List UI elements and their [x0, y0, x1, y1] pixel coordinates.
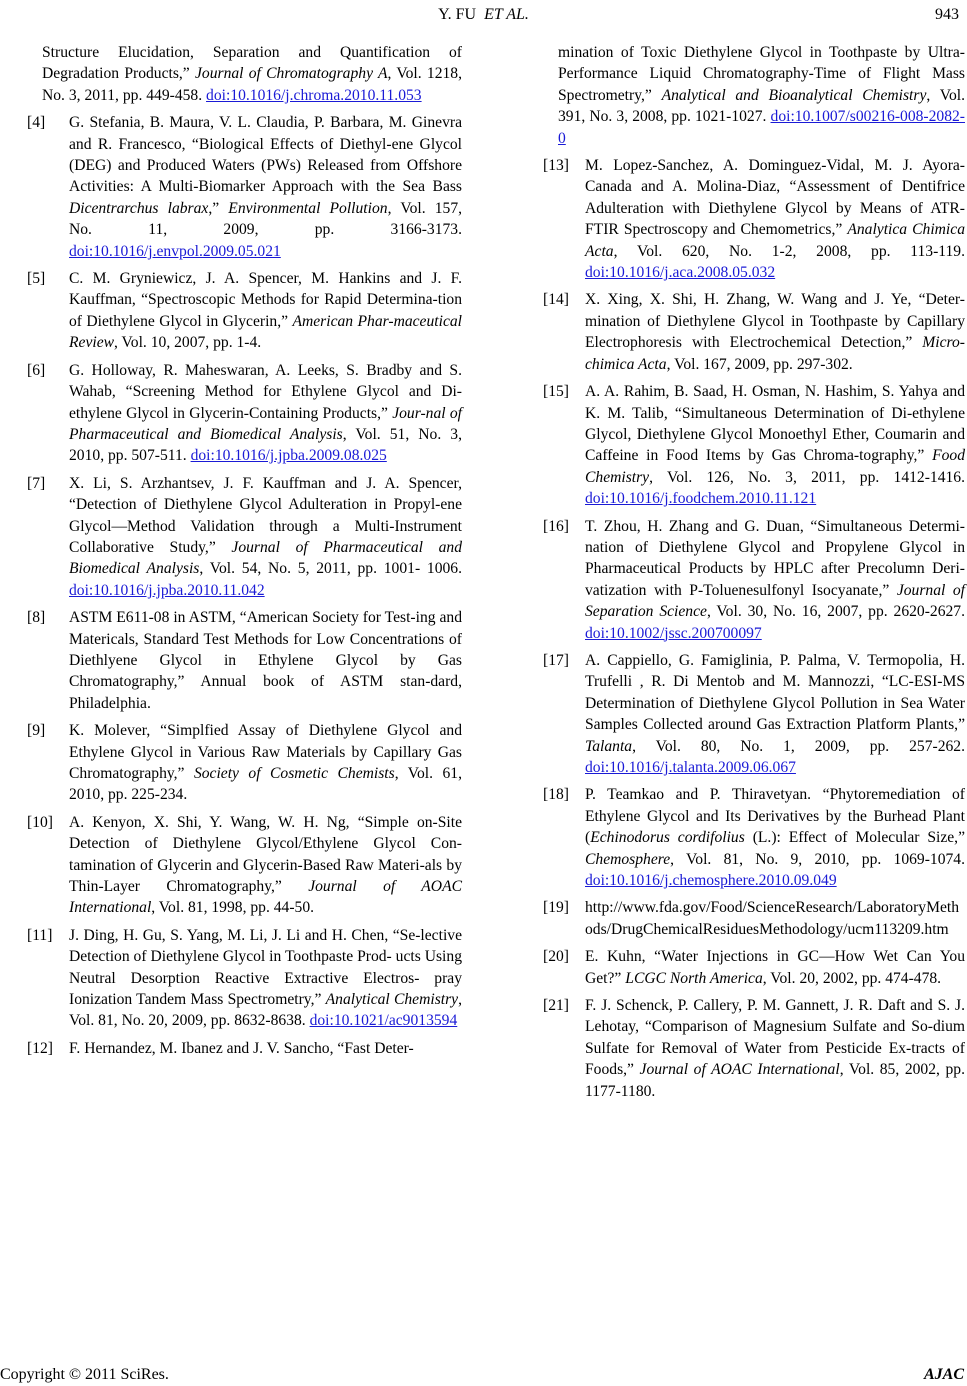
- reference-number: [20]: [543, 948, 569, 966]
- reference-number: [27, 42, 42, 106]
- reference-number: [15]: [543, 383, 569, 401]
- reference-segment: , Vol. 126, No. 3, 2011, pp. 1412-1416.: [649, 468, 965, 486]
- doi-link[interactable]: doi:10.1016/j.jpba.2009.08.025: [190, 447, 387, 465]
- reference-item: [27, 607, 462, 714]
- reference-segment: , Vol. 20, 2002, pp. 474-478.: [762, 969, 942, 987]
- italic-title: Journal of Pharmaceutical and Biomedical Analysis: [69, 538, 463, 578]
- reference-segment: G. Stefania, B. Maura, V. L. Claudia, P. Barbara, M. Ginevra and R. Francesco, “Biological Effects of Diethyl-ene Glycol (DEG) and Produced Waters (PWs) Released from Offshore Activities: A Multi-Biomarker Approach with the Sea Bass: [69, 114, 462, 196]
- reference-segment: , Vol. 81, 1998, pp. 44-50.: [151, 899, 315, 917]
- reference-text: [69, 268, 462, 354]
- reference-segment: , Vol. 620, No. 1-2, 2008, pp. 113-119.: [613, 242, 965, 260]
- references-right-column: [543, 42, 965, 1108]
- reference-number: [7]: [27, 474, 46, 492]
- footer-journal: AJAC: [923, 1366, 964, 1383]
- footer-copyright: Copyright © 2011 SciRes.: [0, 1366, 169, 1383]
- reference-item: [27, 720, 462, 806]
- reference-segment: G. Holloway, R. Maheswaran, A. Leeks, S. Bradby and S. Wahab, “Screening Method for Ethylene Glycol and Di-ethylene Glycol in Glycerin-Containing Products,”: [69, 361, 462, 422]
- reference-segment: , Vol. 61, 2010, pp. 225-234.: [69, 765, 462, 804]
- reference-text: [558, 42, 965, 149]
- reference-text: [585, 381, 965, 509]
- reference-number: [13]: [543, 157, 569, 175]
- doi-link[interactable]: doi:10.1016/j.chroma.2010.11.053: [206, 86, 422, 104]
- reference-number: [4]: [27, 114, 46, 132]
- header-etal: ET AL.: [484, 6, 529, 23]
- reference-text: [585, 516, 965, 644]
- italic-title: Journal of Separation Science: [585, 581, 965, 621]
- reference-segment: J. Ding, H. Gu, S. Yang, M. Li, J. Li and H. Chen, “Se-lective Detection of Diethylene Glycol in Toothpaste Prod- ucts Using Neutral Desorption Reactive Extractive Electros- pray Ionization Tandem Mass Spectrometry,”: [69, 926, 462, 1009]
- reference-item: [27, 268, 462, 354]
- reference-segment: T. Zhou, H. Zhang and G. Duan, “Simultaneous Determi-nation of Diethylene Glycol and Propylene Glycol in Pharmaceutical Products by HPLC after Precolumn Deri-vatization with P-Toluenesulfonyl Isocyanate,”: [585, 517, 965, 599]
- reference-segment: (L.): Effect of Molecular Size,”: [744, 829, 966, 847]
- reference-item: [27, 473, 462, 601]
- reference-segment: X. Xing, X. Shi, H. Zhang, W. Wang and J. Ye, “Deter-mination of Diethylene Glycol in Toothpaste by Capillary Electrophoresis with Electrochemical Detection,”: [585, 291, 965, 352]
- italic-title: Echinodorus cordifolius: [590, 829, 745, 847]
- doi-link[interactable]: doi:10.1016/j.foodchem.2010.11.121: [585, 490, 817, 508]
- reference-segment: A. A. Rahim, B. Saad, H. Osman, N. Hashim, S. Yahya and K. M. Talib, “Simultaneous Determination of Di-ethylene Glycol, Diethylene Glycol Monoethyl Ether, Coumarin and Caffeine in Food Items by Gas Chroma-tography,”: [585, 383, 965, 465]
- italic-title: Talanta: [585, 737, 633, 755]
- reference-item: [27, 1038, 462, 1059]
- reference-number: [5]: [27, 270, 46, 288]
- reference-text: [69, 1038, 462, 1059]
- reference-text: [69, 473, 462, 601]
- reference-text: [585, 650, 965, 778]
- reference-text: [69, 925, 462, 1032]
- reference-continuation: [543, 42, 965, 149]
- reference-item: [27, 925, 462, 1032]
- reference-item: [543, 155, 965, 283]
- doi-link[interactable]: doi:10.1021/ac9013594: [309, 1012, 458, 1030]
- reference-segment: , Vol. 85, 2002, pp. 1177-1180.: [585, 1061, 966, 1100]
- italic-title: Jour-nal of Pharmaceutical and Biomedical Analysis: [69, 404, 462, 443]
- reference-text: [585, 289, 965, 375]
- reference-item: [543, 289, 965, 375]
- reference-number: [18]: [543, 786, 569, 804]
- reference-text: [585, 995, 965, 1102]
- italic-title: Dicentrarchus labrax: [69, 199, 209, 217]
- doi-link[interactable]: doi:10.1016/j.aca.2008.05.032: [585, 264, 776, 282]
- reference-item: [27, 360, 462, 467]
- doi-link[interactable]: doi:10.1016/j.envpol.2009.05.021: [69, 242, 281, 260]
- reference-segment: K. Molever, “Simplfied Assay of Diethylene Glycol and Ethylene Glycol in Various Raw Materials by Capillary Gas Chromatography,”: [69, 722, 462, 782]
- reference-text: [585, 784, 965, 891]
- reference-item: [543, 516, 965, 644]
- reference-segment: ,”: [208, 199, 229, 217]
- reference-number: [16]: [543, 517, 569, 535]
- reference-number: [11]: [27, 926, 53, 944]
- reference-item: [543, 784, 965, 891]
- reference-text: [42, 42, 462, 106]
- reference-number: [6]: [27, 361, 46, 379]
- reference-segment: X. Li, S. Arzhantsev, J. F. Kauffman and J. A. Spencer, “Detection of Diethylene Glycol Adulteration in Propyl-ene Glycol—Method Validation through a Multi-Instrument Collaborative Study,”: [69, 474, 462, 556]
- reference-segment: P. Teamkao and P. Thiravetyan. “Phytoremediation of Ethylene Glycol and Its Derivatives by the Burhead Plant (: [585, 786, 965, 847]
- reference-segment: , Vol. 10, 2007, pp. 1-4.: [114, 334, 262, 352]
- references-left-column: [27, 42, 462, 1065]
- reference-segment: , Vol. 81, No. 9, 2010, pp. 1069-1074.: [670, 850, 965, 868]
- reference-segment: , Vol. 81, No. 20, 2009, pp. 8632-8638.: [69, 991, 462, 1030]
- reference-segment: M. Lopez-Sanchez, A. Dominguez-Vidal, M. J. Ayora-Canada and A. Molina-Diaz, “Assessment of Dentifrice Adulteration with Diethylene Glycol by Means of ATR-FTIR Spectroscopy and Chemometrics,”: [585, 157, 965, 239]
- italic-title: Analytica Chimica Acta: [585, 221, 965, 260]
- reference-segment: Structure Elucidation, Separation and Quantification of Degradation Products,”: [42, 44, 462, 83]
- reference-text: [69, 112, 462, 262]
- reference-segment: , Vol. 391, No. 3, 2008, pp. 1021-1027.: [558, 86, 966, 126]
- reference-number: [543, 42, 558, 149]
- reference-number: [8]: [27, 609, 46, 627]
- italic-title: Environmental Pollution: [228, 199, 388, 217]
- reference-text: [69, 812, 462, 919]
- reference-text: [585, 946, 965, 989]
- reference-text: [69, 607, 462, 714]
- reference-number: [21]: [543, 997, 569, 1015]
- reference-segment: C. M. Gryniewicz, J. A. Spencer, M. Hankins and J. F. Kauffman, “Spectroscopic Methods for Rapid Determina-tion of Diethylene Glycol in Glycerin,”: [69, 270, 462, 330]
- italic-title: Chemosphere: [585, 850, 671, 868]
- reference-item: [27, 812, 462, 919]
- reference-segment: , Vol. 157, No. 11, 2009, pp. 3166-3173.: [69, 199, 463, 239]
- reference-number: [9]: [27, 722, 46, 740]
- reference-text: [585, 155, 965, 283]
- reference-number: [17]: [543, 651, 569, 669]
- italic-title: Journal of AOAC International: [69, 878, 462, 917]
- italic-title: Journal of Chromatography A: [194, 65, 388, 83]
- reference-segment: A. Cappiello, G. Famiglinia, P. Palma, V. Termopolia, H. Trufelli , R. Di Mentob and M. Mannozzi, “LC-ESI-MS Determination of Diethylene Glycol Pollution in Sea Water Samples Collected around Gas Extraction Platform Plants,”: [585, 651, 965, 734]
- reference-item: [543, 995, 965, 1102]
- doi-link[interactable]: doi:10.1016/j.talanta.2009.06.067: [585, 759, 796, 776]
- reference-text: [69, 360, 462, 467]
- italic-title: American Phar-maceutical Review: [69, 312, 462, 352]
- doi-link[interactable]: doi:10.1002/jssc.200700097: [585, 624, 762, 642]
- reference-text: [585, 897, 965, 940]
- reference-text: [69, 720, 462, 806]
- reference-number: [14]: [543, 291, 569, 309]
- reference-item: [543, 381, 965, 509]
- italic-title: Society of Cosmetic Chemists: [193, 765, 395, 782]
- reference-segment: , Vol. 54, No. 5, 2011, pp. 1001- 1006.: [199, 560, 462, 578]
- reference-continuation: [27, 42, 462, 106]
- reference-segment: mination of Toxic Diethylene Glycol in Toothpaste by Ultra-Performance Liquid Chromatography-Time of Flight Mass Spectrometry,”: [558, 44, 965, 104]
- reference-number: [12]: [27, 1039, 53, 1057]
- doi-link[interactable]: doi:10.1016/j.jpba.2010.11.042: [69, 581, 265, 599]
- reference-segment: A. Kenyon, X. Shi, Y. Wang, W. H. Ng, “Simple on-Site Detection of Diethylene Glycol/Ethylene Glycol Con-tamination of Glycerin and Glycerin-Based Raw Materi-als by Thin-Layer Chromatography,”: [69, 813, 462, 896]
- reference-segment: http://www.fda.gov/Food/ScienceResearch/LaboratoryMethods/DrugChemicalResiduesMethodology/ucm113209.htm: [585, 899, 960, 938]
- doi-link[interactable]: doi:10.1016/j.chemosphere.2010.09.049: [585, 872, 837, 890]
- italic-title: Micro-chimica Acta: [585, 334, 965, 373]
- doi-link[interactable]: doi:10.1007/s00216-008-2082-0: [558, 108, 965, 147]
- header-author: Y. FU: [438, 6, 477, 23]
- reference-segment: , Vol. 51, No. 3, 2010, pp. 507-511.: [69, 425, 462, 465]
- reference-item: [543, 897, 965, 940]
- reference-segment: , Vol. 167, 2009, pp. 297-302.: [666, 355, 853, 373]
- italic-title: Food Chemistry: [585, 447, 965, 486]
- reference-segment: E. Kuhn, “Water Injections in GC―How Wet Can You Get?”: [585, 948, 965, 987]
- page-number: 943: [935, 6, 959, 23]
- italic-title: LCGC North America: [625, 969, 763, 987]
- reference-item: [543, 650, 965, 778]
- reference-segment: , Vol. 1218, No. 3, 2011, pp. 449-458.: [42, 65, 462, 104]
- italic-title: Analytical and Bioanalytical Chemistry: [661, 86, 927, 104]
- reference-number: [19]: [543, 899, 569, 917]
- reference-item: [27, 112, 462, 262]
- reference-segment: F. J. Schenck, P. Callery, P. M. Gannett, J. R. Daft and S. J. Lehotay, “Comparison of Magnesium Sulfate and So-dium Sulfate for Removal of Water from Pesticide Ex-tracts of Foods,”: [585, 997, 965, 1079]
- running-header: [0, 6, 967, 24]
- italic-title: Journal of AOAC International: [639, 1061, 840, 1079]
- reference-item: [543, 946, 965, 989]
- reference-number: [10]: [27, 813, 53, 831]
- reference-segment: , Vol. 30, No. 16, 2007, pp. 2620-2627.: [706, 603, 965, 621]
- reference-segment: F. Hernandez, M. Ibanez and J. V. Sancho, “Fast Deter-: [69, 1039, 414, 1057]
- italic-title: Analytical Chemistry: [325, 991, 459, 1009]
- reference-segment: ASTM E611-08 in ASTM, “American Society for Test-ing and Matericals, Standard Test Methods for Low Concentrations of Diethlyene Glycol in Ethylene Glycol by Gas Chromatography,” Annual book of ASTM stan-dard, Philadelphia.: [69, 609, 462, 712]
- reference-segment: , Vol. 80, No. 1, 2009, pp. 257-262.: [632, 737, 965, 755]
